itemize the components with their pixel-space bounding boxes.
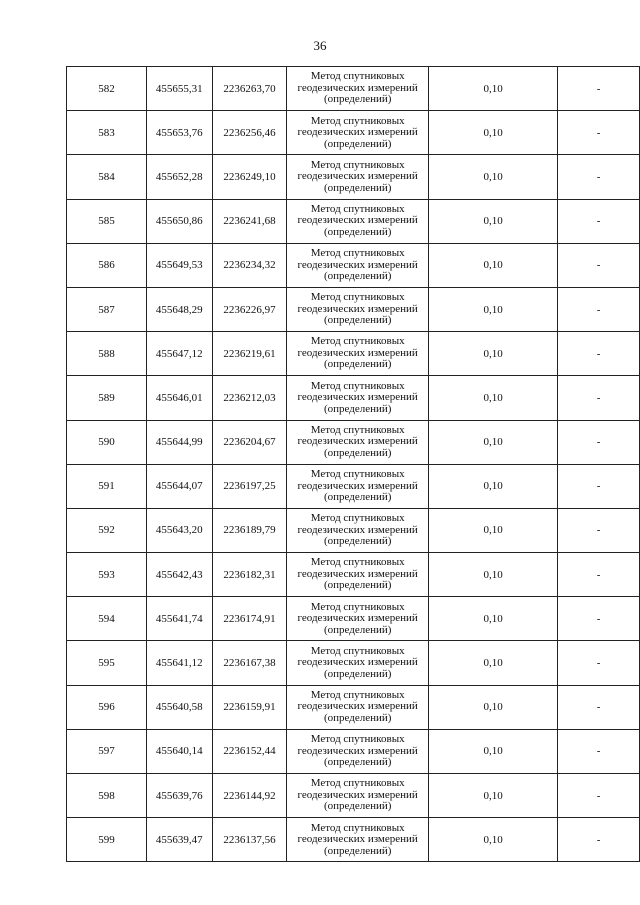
coordinate-x-cell: 455640,58 bbox=[146, 685, 212, 729]
method-line: Метод спутниковых bbox=[310, 379, 405, 392]
method-line: геодезических измерений bbox=[297, 302, 418, 315]
method-line: геодезических измерений bbox=[297, 391, 418, 404]
table-row bbox=[67, 332, 640, 376]
coordinate-y-cell: 2236144,92 bbox=[212, 774, 287, 818]
description-cell: - bbox=[558, 818, 640, 862]
coordinate-y-cell: 2236226,97 bbox=[212, 287, 287, 331]
accuracy-cell: 0,10 bbox=[429, 641, 558, 685]
point-number-cell: 596 bbox=[67, 685, 147, 729]
point-number-cell: 592 bbox=[67, 508, 147, 552]
method-line: (определений) bbox=[323, 181, 392, 194]
coordinate-y-cell: 2236212,03 bbox=[212, 376, 287, 420]
coordinate-x-cell: 455643,20 bbox=[146, 508, 212, 552]
method-cell bbox=[287, 641, 429, 685]
method-cell bbox=[287, 685, 429, 729]
method-line: (определений) bbox=[323, 358, 392, 371]
table-row bbox=[67, 155, 640, 199]
coordinate-x-cell: 455644,99 bbox=[146, 420, 212, 464]
method-line: геодезических измерений bbox=[297, 81, 418, 94]
method-line: Метод спутниковых bbox=[310, 468, 405, 481]
method-line: Метод спутниковых bbox=[310, 600, 405, 613]
method-line: Метод спутниковых bbox=[310, 512, 405, 525]
table-row bbox=[67, 464, 640, 508]
accuracy-cell: 0,10 bbox=[429, 420, 558, 464]
coordinate-x-cell: 455639,47 bbox=[146, 818, 212, 862]
coordinate-x-cell: 455650,86 bbox=[146, 199, 212, 243]
method-line: (определений) bbox=[323, 756, 392, 769]
description-cell: - bbox=[558, 597, 640, 641]
method-line: Метод спутниковых bbox=[310, 821, 405, 834]
accuracy-cell: 0,10 bbox=[429, 464, 558, 508]
accuracy-cell: 0,10 bbox=[429, 774, 558, 818]
method-line: (определений) bbox=[323, 402, 392, 415]
method-line: (определений) bbox=[323, 535, 392, 548]
coordinate-x-cell: 455642,43 bbox=[146, 553, 212, 597]
coordinate-x-cell: 455641,74 bbox=[146, 597, 212, 641]
method-line: Метод спутниковых bbox=[310, 556, 405, 569]
table-row bbox=[67, 553, 640, 597]
coordinate-y-cell: 2236204,67 bbox=[212, 420, 287, 464]
method-line: геодезических измерений bbox=[297, 833, 418, 846]
method-line: геодезических измерений bbox=[297, 170, 418, 183]
point-number-cell: 594 bbox=[67, 597, 147, 641]
method-line: геодезических измерений bbox=[297, 479, 418, 492]
table-row bbox=[67, 597, 640, 641]
description-cell: - bbox=[558, 155, 640, 199]
coordinate-x-cell: 455648,29 bbox=[146, 287, 212, 331]
method-cell bbox=[287, 420, 429, 464]
method-cell bbox=[287, 508, 429, 552]
point-number-cell: 597 bbox=[67, 729, 147, 773]
accuracy-cell: 0,10 bbox=[429, 155, 558, 199]
coordinate-y-cell: 2236263,70 bbox=[212, 67, 287, 111]
method-line: Метод спутниковых bbox=[310, 114, 405, 127]
point-number-cell: 599 bbox=[67, 818, 147, 862]
coordinate-x-cell: 455649,53 bbox=[146, 243, 212, 287]
method-line: (определений) bbox=[323, 446, 392, 459]
coordinate-y-cell: 2236197,25 bbox=[212, 464, 287, 508]
method-cell bbox=[287, 597, 429, 641]
coordinate-x-cell: 455644,07 bbox=[146, 464, 212, 508]
coordinate-y-cell: 2236241,68 bbox=[212, 199, 287, 243]
description-cell: - bbox=[558, 111, 640, 155]
method-cell bbox=[287, 155, 429, 199]
coordinate-x-cell: 455647,12 bbox=[146, 332, 212, 376]
accuracy-cell: 0,10 bbox=[429, 553, 558, 597]
coordinate-y-cell: 2236159,91 bbox=[212, 685, 287, 729]
method-line: Метод спутниковых bbox=[310, 688, 405, 701]
table-row bbox=[67, 67, 640, 111]
description-cell: - bbox=[558, 729, 640, 773]
method-line: геодезических измерений bbox=[297, 700, 418, 713]
method-line: Метод спутниковых bbox=[310, 202, 405, 215]
coordinate-y-cell: 2236182,31 bbox=[212, 553, 287, 597]
point-number-cell: 593 bbox=[67, 553, 147, 597]
page-number: 36 bbox=[313, 38, 327, 53]
description-cell: - bbox=[558, 774, 640, 818]
accuracy-cell: 0,10 bbox=[429, 376, 558, 420]
coordinate-x-cell: 455652,28 bbox=[146, 155, 212, 199]
method-line: Метод спутниковых bbox=[310, 423, 405, 436]
coordinate-x-cell: 455640,14 bbox=[146, 729, 212, 773]
description-cell: - bbox=[558, 376, 640, 420]
table-row bbox=[67, 243, 640, 287]
method-line: (определений) bbox=[323, 491, 392, 504]
coordinate-y-cell: 2236219,61 bbox=[212, 332, 287, 376]
description-cell: - bbox=[558, 199, 640, 243]
method-line: Метод спутниковых bbox=[310, 291, 405, 304]
method-cell bbox=[287, 199, 429, 243]
method-line: (определений) bbox=[323, 667, 392, 680]
table-row bbox=[67, 729, 640, 773]
accuracy-cell: 0,10 bbox=[429, 597, 558, 641]
coordinate-x-cell: 455646,01 bbox=[146, 376, 212, 420]
method-line: геодезических измерений bbox=[297, 523, 418, 536]
description-cell: - bbox=[558, 332, 640, 376]
method-line: Метод спутниковых bbox=[310, 70, 405, 83]
method-line: Метод спутниковых bbox=[310, 335, 405, 348]
description-cell: - bbox=[558, 641, 640, 685]
table-row bbox=[67, 774, 640, 818]
method-line: геодезических измерений bbox=[297, 126, 418, 139]
point-number-cell: 589 bbox=[67, 376, 147, 420]
method-line: геодезических измерений bbox=[297, 214, 418, 227]
method-line: геодезических измерений bbox=[297, 612, 418, 625]
description-cell: - bbox=[558, 508, 640, 552]
method-cell bbox=[287, 67, 429, 111]
description-cell: - bbox=[558, 67, 640, 111]
accuracy-cell: 0,10 bbox=[429, 67, 558, 111]
method-line: геодезических измерений bbox=[297, 258, 418, 271]
coordinate-y-cell: 2236256,46 bbox=[212, 111, 287, 155]
coordinate-x-cell: 455641,12 bbox=[146, 641, 212, 685]
description-cell: - bbox=[558, 464, 640, 508]
method-line: (определений) bbox=[323, 844, 392, 857]
point-number-cell: 584 bbox=[67, 155, 147, 199]
method-line: Метод спутниковых bbox=[310, 158, 405, 171]
method-line: (определений) bbox=[323, 225, 392, 238]
table-row bbox=[67, 287, 640, 331]
coordinate-y-cell: 2236167,38 bbox=[212, 641, 287, 685]
coordinate-y-cell: 2236152,44 bbox=[212, 729, 287, 773]
method-cell bbox=[287, 464, 429, 508]
table-body bbox=[67, 67, 640, 862]
coordinates-table bbox=[66, 66, 640, 862]
point-number-cell: 598 bbox=[67, 774, 147, 818]
method-line: Метод спутниковых bbox=[310, 644, 405, 657]
point-number-cell: 583 bbox=[67, 111, 147, 155]
description-cell: - bbox=[558, 420, 640, 464]
table-row bbox=[67, 641, 640, 685]
method-line: геодезических измерений bbox=[297, 346, 418, 359]
method-line: (определений) bbox=[323, 270, 392, 283]
method-line: (определений) bbox=[323, 800, 392, 813]
coordinate-x-cell: 455653,76 bbox=[146, 111, 212, 155]
accuracy-cell: 0,10 bbox=[429, 818, 558, 862]
accuracy-cell: 0,10 bbox=[429, 243, 558, 287]
method-line: геодезических измерений bbox=[297, 567, 418, 580]
coordinate-x-cell: 455655,31 bbox=[146, 67, 212, 111]
point-number-cell: 595 bbox=[67, 641, 147, 685]
method-line: геодезических измерений bbox=[297, 744, 418, 757]
method-cell bbox=[287, 774, 429, 818]
method-cell bbox=[287, 818, 429, 862]
method-line: (определений) bbox=[323, 711, 392, 724]
accuracy-cell: 0,10 bbox=[429, 111, 558, 155]
table-row bbox=[67, 376, 640, 420]
method-cell bbox=[287, 111, 429, 155]
description-cell: - bbox=[558, 553, 640, 597]
description-cell: - bbox=[558, 685, 640, 729]
table-row bbox=[67, 199, 640, 243]
method-line: (определений) bbox=[323, 579, 392, 592]
table-row bbox=[67, 111, 640, 155]
method-line: геодезических измерений bbox=[297, 656, 418, 669]
coordinate-x-cell: 455639,76 bbox=[146, 774, 212, 818]
method-line: Метод спутниковых bbox=[310, 733, 405, 746]
accuracy-cell: 0,10 bbox=[429, 199, 558, 243]
table-row bbox=[67, 508, 640, 552]
method-line: Метод спутниковых bbox=[310, 247, 405, 260]
method-line: Метод спутниковых bbox=[310, 777, 405, 790]
method-line: геодезических измерений bbox=[297, 788, 418, 801]
point-number-cell: 591 bbox=[67, 464, 147, 508]
method-line: (определений) bbox=[323, 137, 392, 150]
point-number-cell: 588 bbox=[67, 332, 147, 376]
point-number-cell: 582 bbox=[67, 67, 147, 111]
description-cell: - bbox=[558, 243, 640, 287]
method-cell bbox=[287, 729, 429, 773]
method-cell bbox=[287, 332, 429, 376]
coordinate-y-cell: 2236137,56 bbox=[212, 818, 287, 862]
accuracy-cell: 0,10 bbox=[429, 287, 558, 331]
method-cell bbox=[287, 287, 429, 331]
accuracy-cell: 0,10 bbox=[429, 729, 558, 773]
table-row bbox=[67, 685, 640, 729]
coordinate-y-cell: 2236234,32 bbox=[212, 243, 287, 287]
coordinate-y-cell: 2236189,79 bbox=[212, 508, 287, 552]
accuracy-cell: 0,10 bbox=[429, 332, 558, 376]
accuracy-cell: 0,10 bbox=[429, 508, 558, 552]
table-row bbox=[67, 420, 640, 464]
method-line: геодезических измерений bbox=[297, 435, 418, 448]
method-line: (определений) bbox=[323, 623, 392, 636]
description-cell: - bbox=[558, 287, 640, 331]
method-cell bbox=[287, 243, 429, 287]
method-cell bbox=[287, 553, 429, 597]
point-number-cell: 587 bbox=[67, 287, 147, 331]
coordinate-y-cell: 2236174,91 bbox=[212, 597, 287, 641]
method-line: (определений) bbox=[323, 93, 392, 106]
method-cell bbox=[287, 376, 429, 420]
accuracy-cell: 0,10 bbox=[429, 685, 558, 729]
table-row bbox=[67, 818, 640, 862]
point-number-cell: 590 bbox=[67, 420, 147, 464]
method-line: (определений) bbox=[323, 314, 392, 327]
point-number-cell: 586 bbox=[67, 243, 147, 287]
point-number-cell: 585 bbox=[67, 199, 147, 243]
coordinate-y-cell: 2236249,10 bbox=[212, 155, 287, 199]
